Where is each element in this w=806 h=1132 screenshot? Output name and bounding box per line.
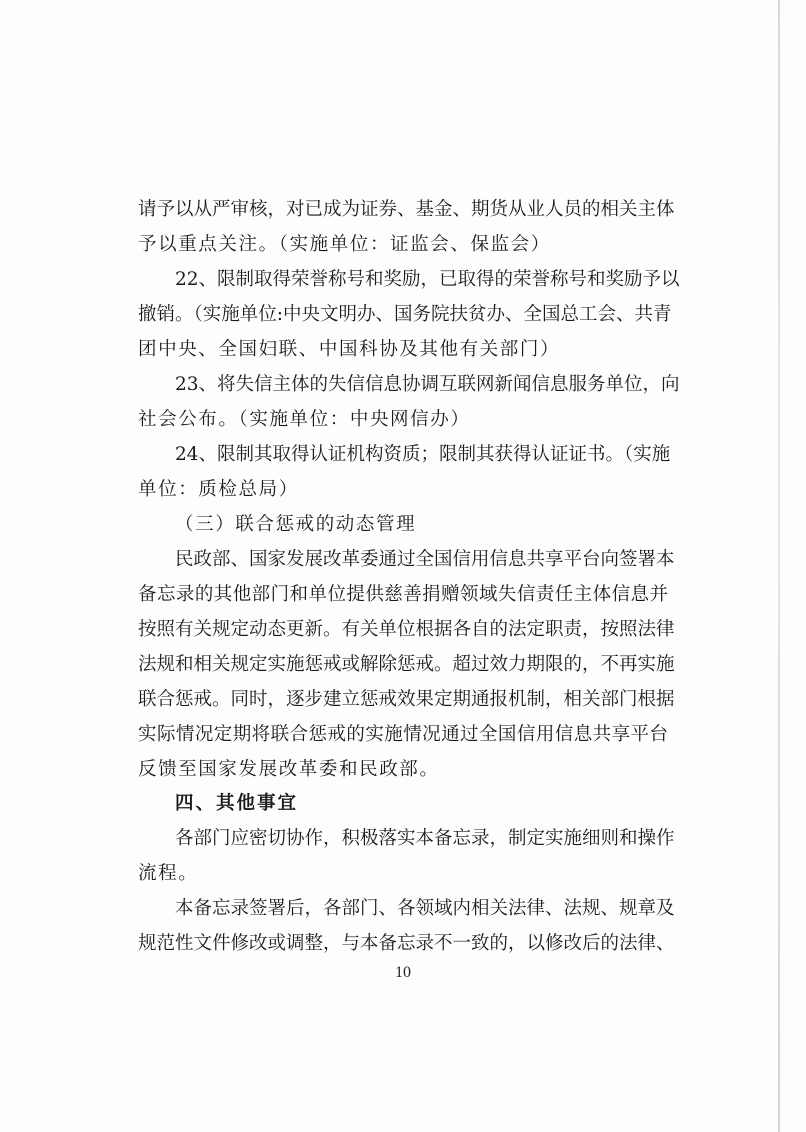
page-number: 10	[395, 964, 411, 981]
section-heading: 四、其他事宜	[175, 793, 299, 814]
text-line: 撤销。（实施单位:中央文明办、国务院扶贫办、全国总工会、共青	[138, 304, 672, 325]
text-line: 23、将失信主体的失信信息协调互联网新闻信息服务单位，向	[175, 374, 680, 395]
text-line: 22、限制取得荣誉称号和奖励，已取得的荣誉称号和奖励予以	[175, 269, 680, 290]
text-line: 联合惩戒。同时，逐步建立惩戒效果定期通报机制，相关部门根据	[138, 689, 675, 710]
text-line: 请予以从严审核，对已成为证券、基金、期货从业人员的相关主体	[138, 199, 675, 220]
section-subheading: （三）联合惩戒的动态管理	[175, 514, 417, 535]
text-line: 按照有关规定动态更新。有关单位根据各自的法定职责，按照法律	[138, 619, 675, 640]
text-line: 反馈至国家发展改革委和民政部。	[138, 759, 440, 780]
text-line: 团中央、全国妇联、中国科协及其他有关部门）	[138, 339, 561, 360]
text-line: 备忘录的其他部门和单位提供慈善捐赠领域失信责任主体信息并	[138, 584, 668, 605]
text-line: 规范性文件修改或调整，与本备忘录不一致的，以修改后的法律、	[138, 933, 675, 954]
text-line: 单位：质检总局）	[138, 479, 299, 500]
text-line: 社会公布。（实施单位：中央网信办）	[138, 409, 471, 430]
text-line: 法规和相关规定实施惩戒或解除惩戒。超过效力期限的，不再实施	[138, 654, 675, 675]
text-line: 予以重点关注。（实施单位：证监会、保监会）	[138, 234, 551, 255]
text-line: 流程。	[138, 863, 199, 884]
text-line: 民政部、国家发展改革委通过全国信用信息共享平台向签署本	[175, 549, 675, 570]
text-line: 实际情况定期将联合惩戒的实施情况通过全国信用信息共享平台	[138, 724, 668, 745]
text-line: 24、限制其取得认证机构资质；限制其获得认证证书。（实施	[175, 444, 671, 465]
text-line: 各部门应密切协作，积极落实本备忘录，制定实施细则和操作	[175, 828, 675, 849]
text-line: 本备忘录签署后，各部门、各领域内相关法律、法规、规章及	[175, 898, 675, 919]
